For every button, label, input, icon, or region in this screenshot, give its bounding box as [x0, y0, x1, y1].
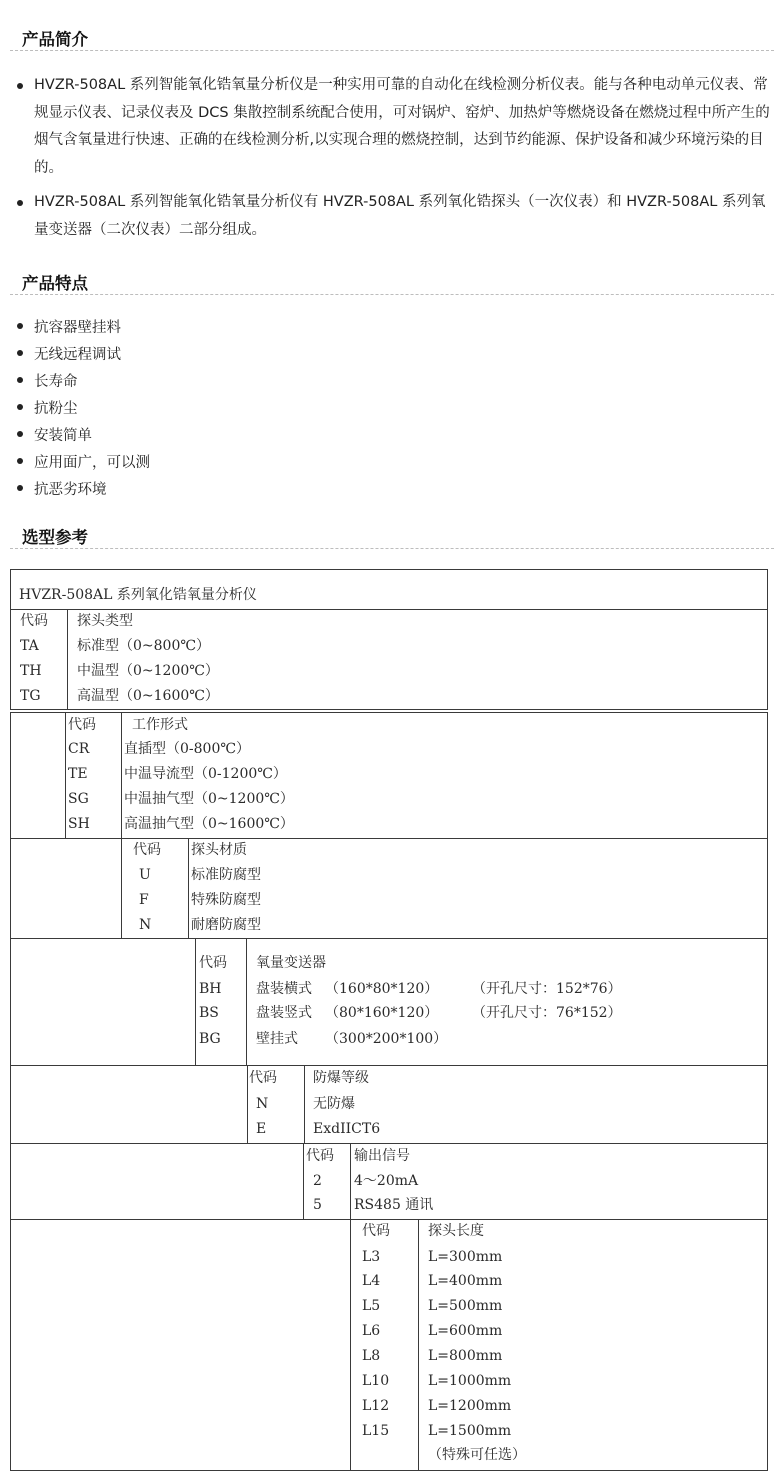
table-cell-code: L12 [362, 1398, 390, 1414]
table-cell-code: L5 [362, 1298, 381, 1314]
table-cell-value: 壁挂式 [256, 1031, 298, 1047]
table-header-material: 探头材质 [191, 842, 247, 858]
table-cell-code: TA [20, 638, 39, 654]
table-header-code: 代码 [68, 717, 96, 733]
intro-paragraph-1: HVZR-508AL 系列智能氧化锆氧量分析仪是一种实用可靠的自动化在线检测分析仪表。能与各种电动单元仪表、常规显示仪表、记录仪表及 DCS 集散控制系统配合使用，可对锅炉、窑炉、加热炉等燃烧设备在燃烧过程中所产生的烟气含氧量进行快速、正确的在线检测分析,以实现合理的燃烧控制，达到节约能源、保护设备和减少环境污染的目的。 [34, 77, 770, 176]
table-cell-code: 2 [313, 1173, 322, 1189]
table-cell-value: L=1200mm [428, 1398, 512, 1414]
table-note: （特殊可任选） [428, 1447, 526, 1463]
table-cell-value: L=500mm [428, 1298, 503, 1314]
feature-item: 安装简单 [34, 428, 92, 444]
table-header-transmitter: 氧量变送器 [256, 955, 326, 971]
bullet-icon [17, 83, 23, 89]
table-header-probe-type: 探头类型 [77, 613, 133, 629]
section-title-selection: 选型参考 [22, 528, 88, 547]
intro-paragraph-2: HVZR-508AL 系列智能氧化锆氧量分析仪有 HVZR-508AL 系列氧化锆探头（一次仪表）和 HVZR-508AL 系列氧量变送器（二次仪表）二部分组成。 [34, 194, 766, 238]
table-cell-value: 高温抽气型（0~1600℃） [124, 816, 294, 832]
feature-item: 无线远程调试 [34, 347, 121, 363]
section-divider [10, 50, 774, 51]
table-cell-code: N [256, 1096, 269, 1112]
table-cell-code: 5 [313, 1197, 322, 1213]
table-cell-value: 盘装横式 [256, 981, 312, 997]
section-title-features: 产品特点 [22, 274, 88, 293]
bullet-icon [17, 431, 23, 437]
table-cell-value: 标准型（0~800℃） [77, 638, 211, 654]
table-header-code: 代码 [249, 1070, 277, 1086]
feature-item: 抗容器壁挂料 [34, 320, 121, 336]
table-header-code: 代码 [306, 1148, 334, 1164]
table-header-length: 探头长度 [428, 1223, 484, 1239]
table-cell-value: 高温型（0~1600℃） [77, 688, 219, 704]
table-cell-value: L=400mm [428, 1273, 503, 1289]
table-cell-value: RS485 通讯 [354, 1197, 434, 1213]
table-cell-code: L6 [362, 1323, 381, 1339]
table-header-work-form: 工作形式 [132, 717, 188, 733]
table-header-output: 输出信号 [354, 1148, 410, 1164]
table-cell-code: CR [68, 741, 90, 757]
feature-item: 抗粉尘 [34, 401, 78, 417]
table-cell-value: L=1000mm [428, 1373, 512, 1389]
table-cell-code: BS [199, 1005, 219, 1021]
table-cell-value: 直插型（0-800℃） [124, 741, 251, 757]
table-cell-value: 中温型（0~1200℃） [77, 663, 219, 679]
table-cell-value: 盘装竖式 [256, 1005, 312, 1021]
table-cell-value: L=600mm [428, 1323, 503, 1339]
bullet-icon [17, 404, 23, 410]
table-cell-code: TE [68, 766, 88, 782]
table-cell-value: 中温导流型（0-1200℃） [124, 766, 287, 782]
table-cell-code: L8 [362, 1348, 381, 1364]
table-cell-value: L=1500mm [428, 1423, 512, 1439]
table-cell-code: TH [20, 663, 42, 679]
table-header-code: 代码 [199, 955, 227, 971]
table-cell-value: L=300mm [428, 1249, 503, 1265]
table-cell-value: L=800mm [428, 1348, 503, 1364]
section-divider [10, 548, 774, 549]
table-header-code: 代码 [133, 842, 161, 858]
table-cell-code: L3 [362, 1249, 381, 1265]
bullet-icon [17, 377, 23, 383]
table-cell-value: 4～20mA [354, 1173, 419, 1189]
table-cell-code: F [139, 892, 149, 908]
bullet-icon [17, 323, 23, 329]
table-cell-code: E [256, 1121, 267, 1137]
table-cell-value: 耐磨防腐型 [191, 917, 261, 933]
section-title-intro: 产品简介 [22, 30, 88, 49]
table-cell-code: U [139, 867, 151, 883]
table-cell-value: ExdIICT6 [313, 1121, 381, 1137]
table-title: HVZR-508AL 系列氧化锆氧量分析仪 [19, 587, 257, 603]
table-cell-size: （300*200*100） [325, 1031, 448, 1047]
table-cell-value: 中温抽气型（0~1200℃） [124, 791, 294, 807]
table-cell-value: 无防爆 [313, 1096, 355, 1112]
table-header-code: 代码 [362, 1223, 390, 1239]
table-cell-code: N [139, 917, 152, 933]
section-divider [10, 294, 774, 295]
bullet-icon [17, 200, 23, 206]
table-cell-size: （160*80*120） [325, 981, 439, 997]
table-cell-value: 特殊防腐型 [191, 892, 261, 908]
bullet-icon [17, 350, 23, 356]
table-cell-value: 标准防腐型 [191, 867, 261, 883]
feature-item: 抗恶劣环境 [34, 482, 107, 498]
table-cell-code: TG [20, 688, 41, 704]
table-cell-code: SH [68, 816, 90, 832]
table-cell-code: L4 [362, 1273, 381, 1289]
feature-item: 长寿命 [34, 374, 78, 390]
table-cell-cutout: （开孔尺寸：152*76） [472, 981, 622, 997]
table-cell-code: SG [68, 791, 89, 807]
table-cell-code: L10 [362, 1373, 390, 1389]
table-cell-size: （80*160*120） [325, 1005, 439, 1021]
bullet-icon [17, 485, 23, 491]
bullet-icon [17, 458, 23, 464]
table-cell-code: L15 [362, 1423, 390, 1439]
feature-item: 应用面广，可以测 [34, 455, 150, 471]
table-cell-cutout: （开孔尺寸：76*152） [472, 1005, 622, 1021]
table-header-explosion: 防爆等级 [313, 1070, 369, 1086]
table-cell-code: BG [199, 1031, 221, 1047]
table-header-code: 代码 [20, 613, 48, 629]
table-cell-code: BH [199, 981, 222, 997]
